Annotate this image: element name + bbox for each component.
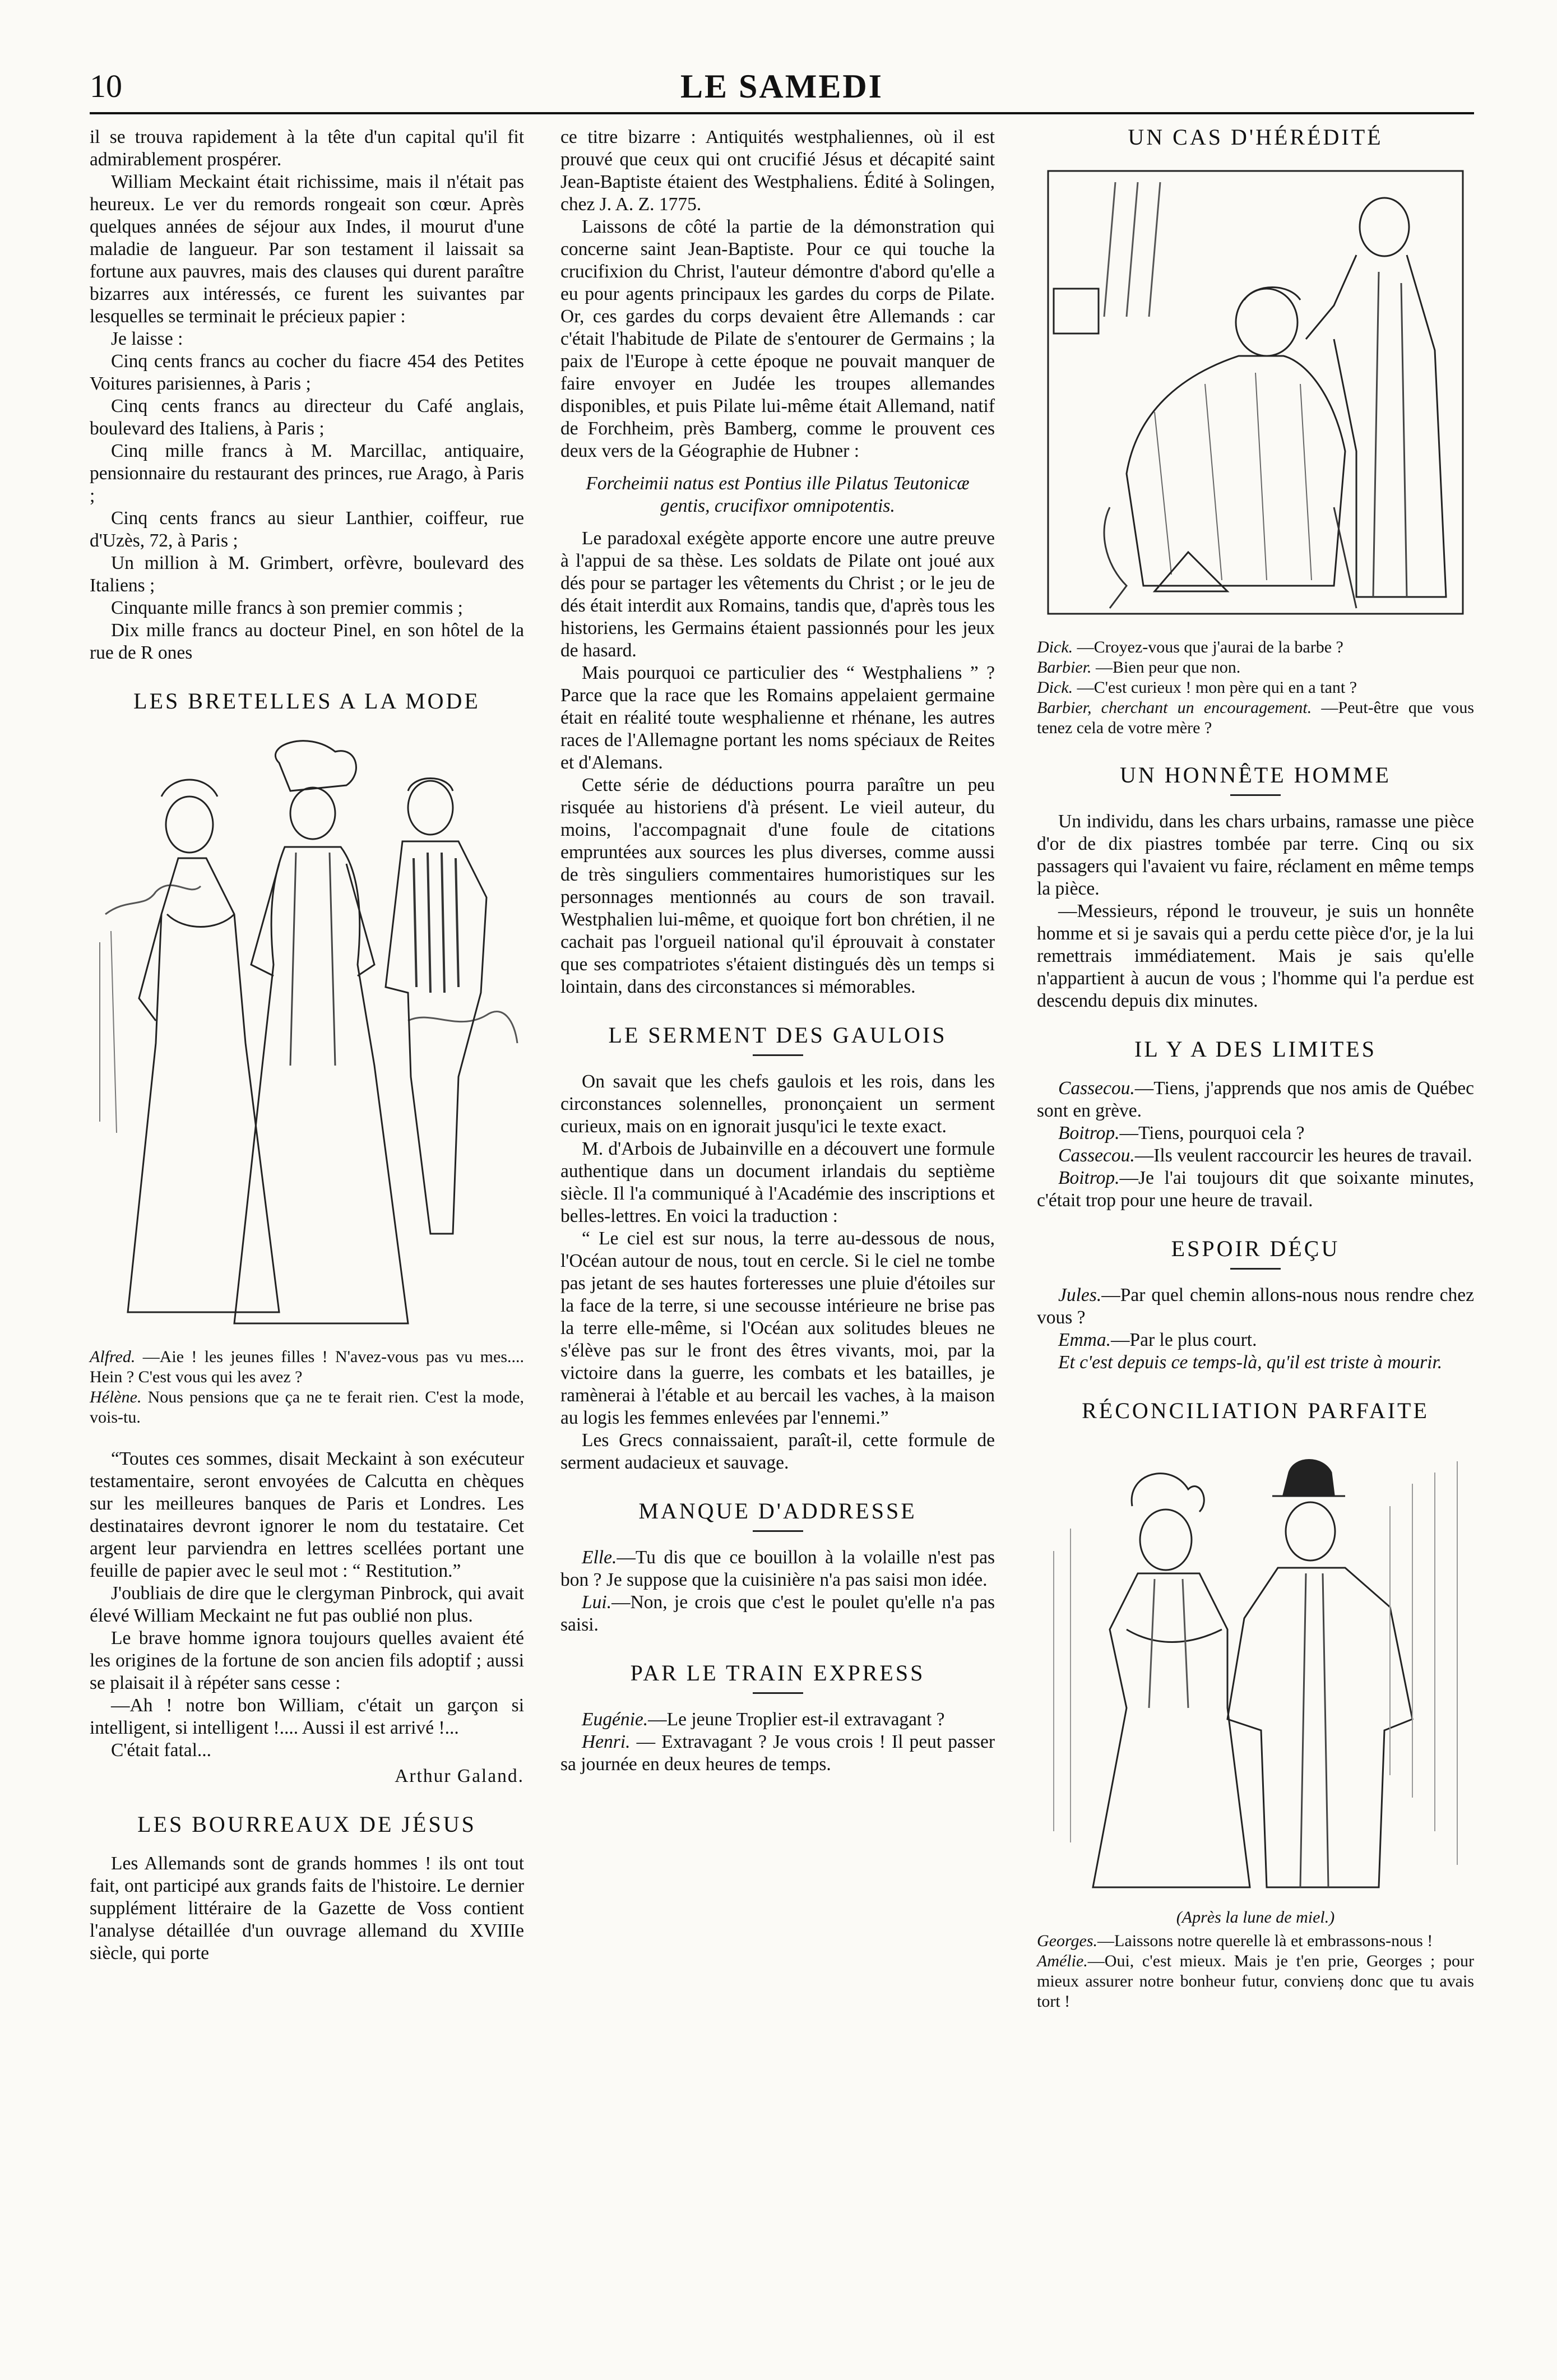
column-3 — [1037, 126, 1474, 2032]
section-title-heredite: UN CAS D'HÉRÉDITÉ — [1128, 124, 1383, 150]
column-2 — [560, 126, 995, 1776]
illustration-bretelles — [94, 729, 520, 1335]
speaker: Eugénie. — [582, 1709, 648, 1730]
paragraph: “ Le ciel est sur nous, la terre au-dessous de nous, l'Océan autour de nous, tout en cercle. Si le ciel ne tombe pas jetant de ses hautes forteresses une pluie d'étoiles sur la face de la terre, si une secousse intérieure ne brise pas la terre elle-même, si l'Océan aux solitudes bleues ne s'élève pas sur le front des êtres vivants, moi, par la victoire dans la guerre, les combats et les batailles, je ramènerai à l'étable et au bercail les vaches, à la maison au logis les femmes enlevées par l'ennemi.” — [560, 1228, 995, 1428]
dialogue-line: —Par le plus court. — [1110, 1330, 1257, 1350]
paragraph: M. d'Arbois de Jubainville en a découvert une formule authentique dans un document irlandais du septième siècle. Il l'a communiqué à l'Académie des inscriptions et belles-lettres. En voici la traduction : — [560, 1138, 995, 1226]
paragraph: Le paradoxal exégète apporte encore une autre preuve à l'appui de sa thèse. Les soldats de Pilate ont joué aux dés pour se partager les vêtements du Christ ; or le jeu de dés était interdit aux Romains, tandis que, d'après tous les historiens, les Germains étaient passionnés pour les jeux de hasard. — [560, 528, 995, 661]
section-title-honnete: UN HONNÊTE HOMME — [1120, 762, 1391, 788]
paragraph: Cette série de déductions pourra paraître un peu risquée au historiens d'à présent. Le vieil auteur, du moins, l'accompagnait d'une foule de citations empruntées aux sources les plus diverses, comme aussi de très singuliers commentaires humoristiques sur les personnages mentionnés au cours de son travail. Westphalien lui-même, et quoique fort bon chrétien, il ne cachait pas l'orgueil national qu'il éprouvait à constater que ses compatriotes s'étaient distingués dès un temps si lointain, dans des circonstances si mémorables. — [560, 775, 995, 997]
latin-quote: Forcheimii natus est Pontius ille Pilatus Teutonicæ gentis, crucifixor omnipotentis. — [586, 473, 970, 516]
paragraph: Cinq cents francs au sieur Lanthier, coiffeur, rue d'Uzès, 72, à Paris ; — [90, 508, 524, 551]
paragraph: Cinquante mille francs à son premier commis ; — [111, 598, 463, 618]
speaker: Cassecou. — [1058, 1145, 1135, 1166]
caption-reconciliation — [1037, 1907, 1474, 2012]
paragraph: Laissons de côté la partie de la démonstration qui concerne saint Jean-Baptiste. Pour ce qui touche la crucifixion du Christ, l'auteur démontre d'abord qu'elle a eu pour agents principaux les gardes du corps de Pilate. Or, ces gardes du corps devaient être Allemands : car c'était l'habitude de Pilate de s'entourer de Germains ; la paix de l'Europe à cette époque ne pouvait manquer de faire envoyer en Judée les troupes allemandes disponibles, et puis Pilate lui-même était Allemand, natif de Forchheim, près Bamberg, comme le prouvent ces deux vers de la Géographie de Hubner : — [560, 216, 995, 461]
page-number: 10 — [90, 68, 122, 104]
speaker: Emma. — [1058, 1330, 1111, 1350]
caption-line: —C'est curieux ! mon père qui en a tant ? — [1073, 678, 1357, 697]
paragraph: —Messieurs, répond le trouveur, je suis un honnête homme et si je savais qui a perdu cette pièce d'or, je la lui remettrais immédiatement. Mais je sais qu'elle n'appartient à aucun de vous ; l'homme qui l'a perdue est descendu depuis dix minutes. — [1037, 901, 1474, 1011]
illustration-couple — [1042, 1439, 1468, 1899]
section-title-limites: IL Y A DES LIMITES — [1134, 1036, 1377, 1062]
section-rule — [753, 1692, 803, 1694]
column-1 — [90, 126, 524, 1965]
section-rule — [753, 1054, 803, 1056]
dialogue-line: —Par quel chemin allons-nous nous rendre chez vous ? — [1037, 1285, 1474, 1328]
paragraph: Cinq mille francs à M. Marcillac, antiquaire, pensionnaire du restaurant des princes, rue Arago, à Paris ; — [90, 441, 524, 506]
section-title-bretelles: LES BRETELLES A LA MODE — [133, 688, 480, 714]
speaker: Jules. — [1058, 1285, 1102, 1305]
speaker: Boitrop. — [1058, 1123, 1120, 1143]
speaker: Boitrop. — [1058, 1168, 1120, 1188]
dialogue-line: —Tiens, pourquoi cela ? — [1119, 1123, 1305, 1143]
speaker: Henri. — [582, 1731, 631, 1752]
header-rule — [90, 112, 1474, 114]
section-title-manque: MANQUE D'ADDRESSE — [638, 1498, 917, 1524]
dialogue-line: —Je l'ai toujours dit que soixante minutes, c'était trop pour une heure de travail. — [1037, 1168, 1474, 1211]
paragraph: Cinq cents francs au directeur du Café anglais, boulevard des Italiens, à Paris ; — [90, 396, 524, 439]
dialogue-line: — Extravagant ? Je vous crois ! Il peut passer sa journée en deux heures de temps. — [560, 1731, 995, 1775]
paragraph: Un individu, dans les chars urbains, ramasse une pièce d'or de dix piastres tombée par terre. Cinq ou six passagers qui l'avaient vu faire, réclament en même temps la pièce. — [1037, 811, 1474, 899]
caption-line: —Aie ! les jeunes filles ! N'avez-vous pas vu mes.... Hein ? C'est vous qui les avez ? — [90, 1348, 524, 1386]
paragraph: “Toutes ces sommes, disait Meckaint à son exécuteur testamentaire, seront envoyées de Calcutta en chèques sur les meilleures banques de Paris et Londres. Les destinataires devront ignorer le nom du testataire. Cet argent leur parviendra en lettres scellées portant une feuille de papier avec le seul mot : “ Restitution.” — [90, 1448, 524, 1581]
caption-line: —Croyez-vous que j'aurai de la barbe ? — [1073, 638, 1343, 656]
section-rule — [1230, 1268, 1281, 1270]
caption-line: —Oui, c'est mieux. Mais je t'en prie, Georges ; pour mieux assurer notre bonheur futur, convienș donc que tu avais tort ! — [1037, 1952, 1474, 2011]
speaker: Elle. — [582, 1547, 617, 1568]
speaker: Lui. — [582, 1592, 612, 1613]
caption-heredite — [1037, 637, 1474, 738]
page-header — [90, 62, 1474, 112]
paragraph: Les Allemands sont de grands hommes ! ils ont tout fait, ont participé aux grands faits de l'histoire. Le dernier supplément littéraire de la Gazette de Voss contient l'analyse détaillée d'un ouvrage allemand du XVIIIe siècle, qui porte — [90, 1853, 524, 1964]
speaker: Georges. — [1037, 1932, 1098, 1950]
newspaper-title: LE SAMEDI — [680, 68, 884, 105]
signature: Arthur Galand. — [395, 1766, 524, 1786]
paragraph: Je laisse : — [111, 328, 183, 349]
dialogue-line: —Non, je crois que c'est le poulet qu'elle n'a pas saisi. — [560, 1592, 995, 1635]
dialogue-manque — [560, 1546, 995, 1636]
paragraph: Les Grecs connaissaient, paraît-il, cette formule de serment audacieux et sauvage. — [560, 1430, 995, 1473]
dialogue-line: —Tiens, j'apprends que nos amis de Québec sont en grève. — [1037, 1078, 1474, 1121]
engraving-barber-scene — [1042, 160, 1468, 625]
paragraph: ce titre bizarre : Antiquités westphaliennes, où il est prouvé que ceux qui ont crucifié Jésus et décapité saint Jean-Baptiste étaient des Westphaliens. Édité à Solingen, chez J. A. Z. 1775. — [560, 127, 995, 215]
dialogue-espoir — [1037, 1284, 1474, 1374]
section-rule — [753, 1530, 803, 1532]
speaker: Dick. — [1037, 678, 1073, 697]
caption-line: —Bien peur que non. — [1091, 658, 1241, 677]
speaker: Hélène. — [90, 1388, 142, 1406]
paragraph: —Ah ! notre bon William, c'était un garçon si intelligent, si intelligent !.... Aussi il est arrivé !... — [90, 1695, 524, 1738]
speaker: Cassecou. — [1058, 1078, 1135, 1099]
dialogue-train — [560, 1708, 995, 1776]
caption-line: —Laissons notre querelle là et embrassons-nous ! — [1097, 1932, 1433, 1950]
caption-line: —Peut-être que vous tenez cela de votre mère ? — [1037, 698, 1474, 737]
speaker: Dick. — [1037, 638, 1073, 656]
section-title-train: PAR LE TRAIN EXPRESS — [630, 1660, 925, 1686]
speaker: Amélie. — [1037, 1952, 1088, 1970]
caption-bretelles — [90, 1347, 524, 1428]
paragraph: Cinq cents francs au cocher du fiacre 454 des Petites Voitures parisiennes, à Paris ; — [90, 351, 524, 394]
engraving-three-figures — [94, 729, 520, 1335]
paragraph: Mais pourquoi ce particulier des “ Westphaliens ” ? Parce que la race que les Romains appelaient germaine était en réalité toute wesphalienne et rhénane, les autres races de l'Allemagne portant les noms spéciaux de Reites et d'Alemans. — [560, 663, 995, 773]
section-title-reconciliation: RÉCONCILIATION PARFAITE — [1082, 1398, 1429, 1423]
dialogue-line: —Tu dis que ce bouillon à la volaille n'est pas bon ? Je suppose que la cuisinière n'a pas saisi mon idée. — [560, 1547, 995, 1590]
paragraph: Le brave homme ignora toujours quelles avaient été les origines de la fortune de son ancien fils adoptif ; aussi se plaisait il à répéter sans cesse : — [90, 1628, 524, 1693]
section-title-espoir: ESPOIR DÉÇU — [1171, 1236, 1340, 1261]
speaker: Alfred. — [90, 1348, 136, 1366]
caption-line: Nous pensions que ça ne te ferait rien. C'est la mode, vois-tu. — [90, 1388, 524, 1427]
section-title-bourreaux: LES BOURREAUX DE JÉSUS — [137, 1812, 476, 1837]
dialogue-line: —Le jeune Troplier est-il extravagant ? — [648, 1709, 945, 1730]
section-title-serment: LE SERMENT DES GAULOIS — [608, 1022, 947, 1048]
dialogue-limites — [1037, 1077, 1474, 1212]
paragraph: William Meckaint était richissime, mais il n'était pas heureux. Le ver du remords rongeait son cœur. Après quelques années de séjour aux Indes, il mourut d'une maladie de langueur. Par son testament il laissait sa fortune aux pauvres, mais des clauses qui durent paraître bizarres aux intéressés, ce furent les suivantes par lesquelles se terminait le précieux papier : — [90, 172, 524, 327]
dialogue-line: Et c'est depuis ce temps-là, qu'il est triste à mourir. — [1058, 1352, 1443, 1373]
caption-subtitle: (Après la lune de miel.) — [1176, 1908, 1335, 1927]
paragraph: J'oubliais de dire que le clergyman Pinbrock, qui avait élevé William Meckaint ne fut pas oublié non plus. — [90, 1583, 524, 1626]
paragraph: On savait que les chefs gaulois et les rois, dans les circonstances solennelles, prononçaient un serment curieux, mais on en ignorait jusqu'ici le texte exact. — [560, 1071, 995, 1137]
engraving-couple — [1042, 1439, 1468, 1899]
dialogue-line: —Ils veulent raccourcir les heures de travail. — [1134, 1145, 1472, 1166]
paragraph: Un million à M. Grimbert, orfèvre, boulevard des Italiens ; — [90, 553, 524, 596]
paragraph: C'était fatal... — [111, 1740, 212, 1761]
paragraph: il se trouva rapidement à la tête d'un capital qu'il fit admirablement prospérer. — [90, 127, 524, 170]
speaker: Barbier, cherchant un encouragement. — [1037, 698, 1312, 717]
section-rule — [1230, 794, 1281, 796]
speaker: Barbier. — [1037, 658, 1092, 677]
illustration-barber — [1042, 160, 1468, 625]
paragraph: Dix mille francs au docteur Pinel, en son hôtel de la rue de R ones — [90, 620, 524, 663]
